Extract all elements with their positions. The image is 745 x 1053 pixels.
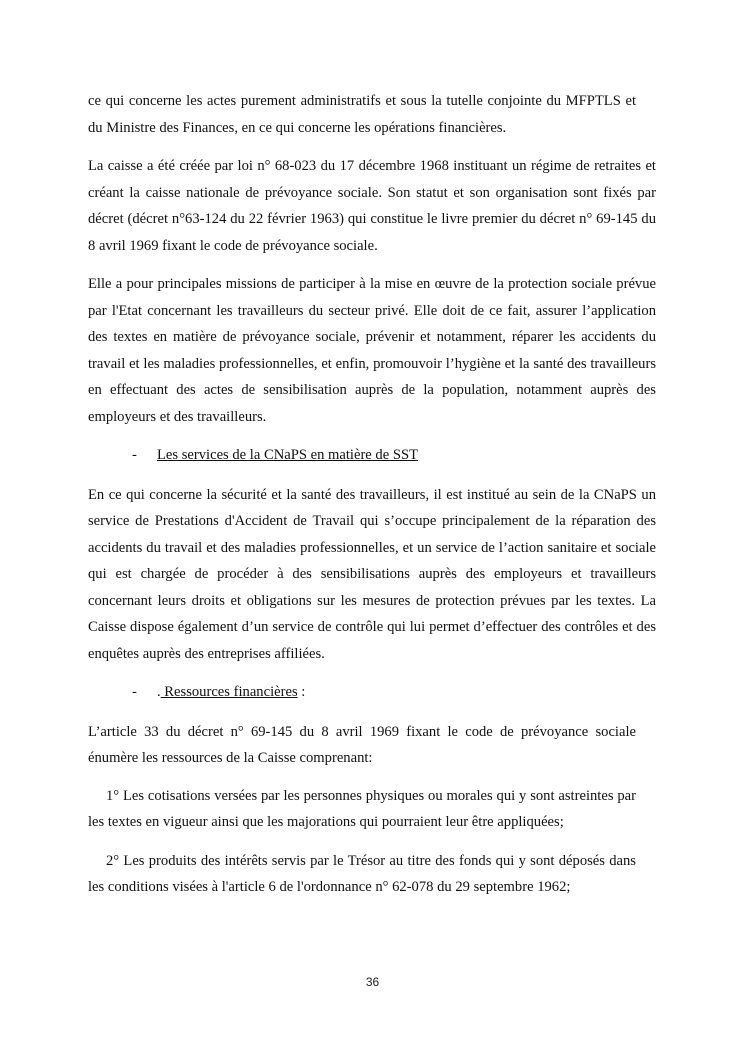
paragraph-mfptls: ce qui concerne les actes purement administratifs et sous la tutelle conjointe du MFPTLS et du Ministre des Finances, en ce qui concerne les opérations financières. (88, 93, 636, 136)
bullet-dash: - (132, 447, 137, 463)
paragraph-article-33: L’article 33 du décret n° 69-145 du 8 avril 1969 fixant le code de prévoyance sociale énumère les ressources de la Caisse comprenant: (88, 723, 636, 766)
paragraph-caisse-creation: La caisse a été créée par loi n° 68-023 du 17 décembre 1968 instituant un régime de retraites et créant la caisse nationale de prévoyance sociale. Son statut et son organisation sont fixés par décret (décret n°63-124 du 22 février 1963) qui constitue le livre premier du décret n° 69-145 du 8 avril 1969 fixant le code de prévoyance sociale. (88, 158, 656, 254)
paragraph-missions: Elle a pour principales missions de participer à la mise en œuvre de la protection sociale prévue par l'Etat concernant les travailleurs du secteur privé. Elle doit de ce fait, assurer l’application des textes en matière de prévoyance sociale, prévenir et notamment, réparer les accidents du travail et les maladies professionnelles, et enfin, promouvoir l’hygiène et la santé des travailleurs en effectuant des actes de sensibilisation auprès de la population, notamment auprès des employeurs et des travailleurs. (88, 276, 656, 425)
list-item-cotisations: 1° Les cotisations versées par les personnes physiques ou morales qui y sont astreintes par les textes en vigueur ainsi que les majorations qui pourraient leur être appliquées; (88, 787, 636, 830)
section-title-services: Les services de la CNaPS en matière de SST (157, 447, 418, 463)
section-heading-ressources (88, 679, 656, 706)
section-title-ressources: Ressources financières (160, 684, 298, 700)
list-item-interets: 2° Les produits des intérêts servis par le Trésor au titre des fonds qui y sont déposés dans les conditions visées à l'article 6 de l'ordonnance n° 62-078 du 29 septembre 1962; (88, 852, 636, 895)
section-title-suffix: : (297, 684, 306, 700)
paragraph-securite-sante: En ce qui concerne la sécurité et la santé des travailleurs, il est institué au sein de la CNaPS un service de Prestations d'Accident de Travail qui s’occupe principalement de la réparation des accidents du travail et des maladies professionnelles, et un service de l’action sanitaire et sociale qui est chargée de procéder à des sensibilisations auprès des employeurs et travailleurs concernant leurs droits et obligations sur les mesures de protection prévues par les textes. La Caisse dispose également d’un service de contrôle qui lui permet d’effectuer des contrôles et des enquêtes auprès des entreprises affiliées. (88, 486, 656, 662)
document-page (88, 88, 656, 913)
bullet-dash: - (132, 684, 137, 700)
page-number: 36 (365, 975, 380, 989)
section-heading-services-sst (88, 442, 656, 469)
section-title-prefix: . (157, 684, 161, 700)
